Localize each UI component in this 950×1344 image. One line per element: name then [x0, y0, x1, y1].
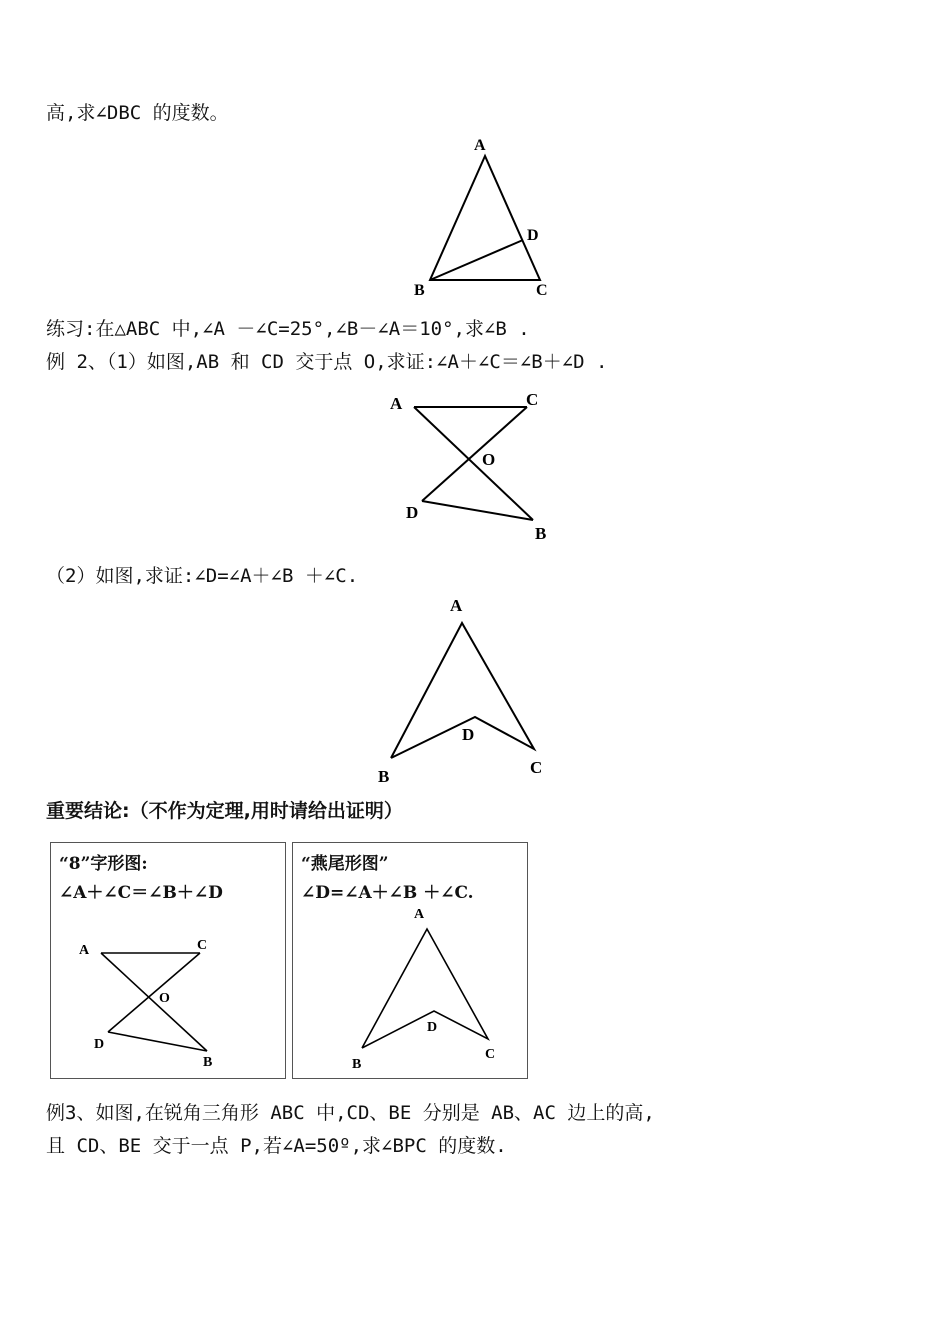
label-b: B [414, 282, 425, 299]
label-c: C [526, 390, 539, 409]
label-c: C [485, 1047, 496, 1062]
figure-eight-small [75, 933, 235, 1073]
problem-tail-text: 高,求∠DBC 的度数。 [46, 102, 229, 124]
example3-line2: 且 CD、BE 交于一点 P,若∠A=50º,求∠BPC 的度数. [46, 1135, 507, 1157]
label-b: B [378, 767, 390, 786]
key-conclusion-heading: 重要结论:（不作为定理,用时请给出证明） [46, 800, 403, 822]
label-d: D [427, 1020, 438, 1035]
label-a: A [414, 907, 425, 922]
label-a: A [79, 943, 90, 958]
label-c: C [197, 938, 208, 953]
label-d: D [94, 1037, 105, 1052]
box-formula: ∠A＋∠C＝∠B＋∠D [59, 883, 223, 903]
dart-shape-small [348, 905, 508, 1075]
label-o: O [159, 991, 170, 1006]
label-d: D [527, 227, 539, 244]
label-b: B [203, 1055, 213, 1070]
label-d: D [462, 725, 475, 744]
box-title: “燕尾形图” [301, 854, 389, 874]
practice-text: 练习:在△ABC 中,∠A －∠C=25°,∠B－∠A＝10°,求∠B . [46, 318, 530, 340]
dart-shape-box [292, 842, 528, 1079]
example2-part1-text: 例 2、（1）如图,AB 和 CD 交于点 O,求证:∠A＋∠C＝∠B＋∠D . [46, 351, 608, 373]
figure-eight-diagram [385, 385, 565, 545]
triangle-abc [430, 156, 540, 280]
label-d: D [406, 503, 419, 522]
label-a: A [390, 394, 403, 413]
figure-eight-box [50, 842, 286, 1079]
label-c: C [530, 758, 543, 777]
label-c: C [536, 282, 548, 299]
label-b: B [352, 1057, 362, 1072]
label-o: O [482, 450, 496, 469]
dart-shape-diagram [370, 592, 560, 787]
segment-cd [422, 407, 527, 501]
box-formula: ∠D=∠A＋∠B ＋∠C. [301, 883, 474, 903]
box-title: “8”字形图: [59, 854, 148, 874]
example3-line1: 例3、如图,在锐角三角形 ABC 中,CD、BE 分别是 AB、AC 边上的高, [46, 1102, 655, 1124]
label-b: B [535, 524, 547, 543]
triangle-abc-figure [400, 132, 570, 302]
example2-part2-text: （2）如图,求证:∠D=∠A＋∠B ＋∠C. [46, 565, 359, 587]
label-a: A [474, 137, 486, 154]
label-a: A [450, 596, 463, 615]
segment-bd [430, 240, 523, 280]
